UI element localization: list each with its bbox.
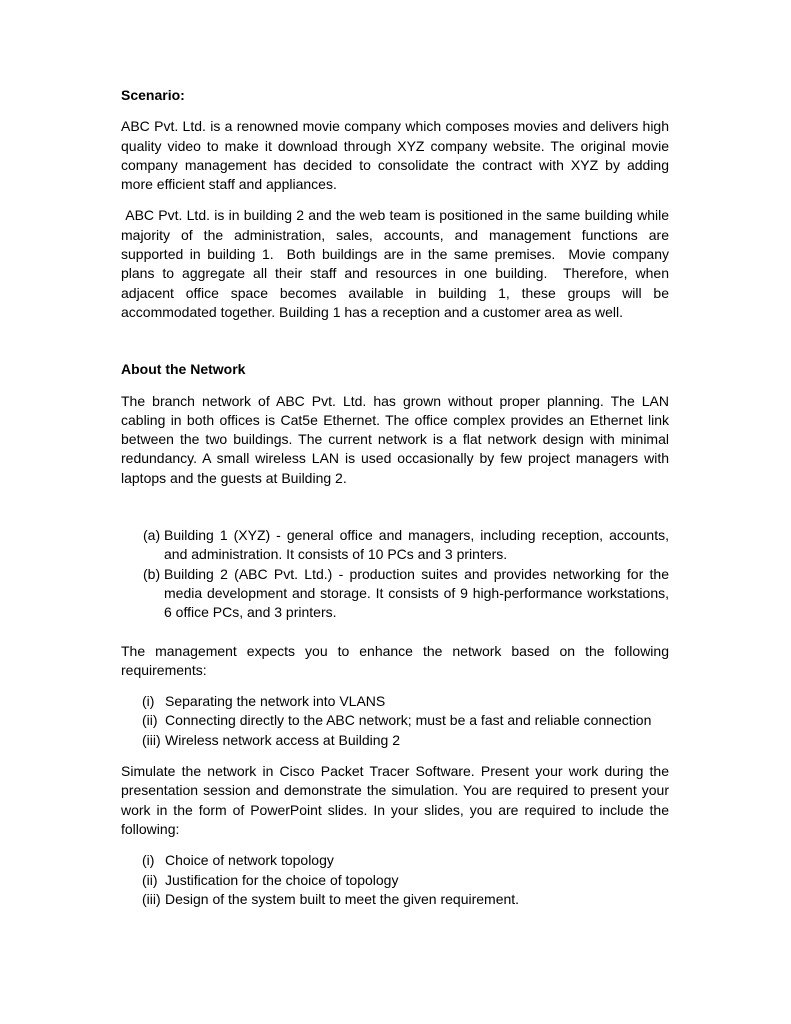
list-item: [121, 565, 669, 623]
list-item: [121, 851, 669, 870]
list-marker: (a): [143, 527, 161, 544]
list-item-text: Choice of network topology: [165, 852, 334, 869]
buildings-list: [121, 526, 669, 622]
requirements-list: [121, 692, 669, 750]
list-item: [121, 890, 669, 909]
list-marker: (iii): [142, 890, 161, 907]
scenario-paragraph-2: ABC Pvt. Ltd. is in building 2 and the web team is positioned in the same building while majority of the administration, sales, accounts, and management functions are supported in building 1. Both buildings are in the same premises. Movie company plans to aggregate all their staff and resources in one building. Therefore, when adjacent office space becomes available in building 1, these groups will be accommodated together. Building 1 has a reception and a customer area as well.: [121, 207, 673, 320]
list-item: [121, 731, 669, 750]
scenario-heading: Scenario:: [121, 87, 185, 103]
network-paragraph: The branch network of ABC Pvt. Ltd. has grown without proper planning. The LAN cabling in both offices is Cat5e Ethernet. The office complex provides an Ethernet link between the two buildings. The current network is a flat network design with minimal redundancy. A small wireless LAN is used occasionally by few project managers with laptops and the guests at Building 2.: [121, 392, 669, 486]
list-item-text: Building 1 (XYZ) - general office and managers, including reception, accounts, and administration. It consists of 10 PCs and 3 printers.: [164, 527, 669, 563]
list-marker: (i): [142, 852, 155, 869]
list-marker: (iii): [142, 731, 161, 748]
list-marker: (b): [143, 565, 161, 582]
list-marker: (ii): [142, 712, 158, 729]
list-item-text: Justification for the choice of topology: [165, 871, 399, 888]
list-item-text: Design of the system built to meet the given requirement.: [165, 890, 520, 907]
document-page: [121, 86, 673, 909]
task-paragraph: Simulate the network in Cisco Packet Tracer Software. Present your work during the presentation session and demonstrate the simulation. You are required to present your work in the form of PowerPoint slides. In your slides, you are required to include the following:: [121, 763, 669, 837]
deliverables-list: [121, 851, 669, 909]
list-item: [121, 871, 669, 890]
list-item: [121, 692, 669, 711]
scenario-paragraph-1: ABC Pvt. Ltd. is a renowned movie company which composes movies and delivers high quality video to make it download through XYZ company website. The original movie company management has decided to consolidate the contract with XYZ by adding more efficient staff and appliances.: [121, 118, 669, 193]
list-item: [121, 711, 669, 730]
list-item: [121, 526, 669, 565]
list-marker: (ii): [142, 871, 158, 888]
list-marker: (i): [142, 693, 155, 710]
network-heading: About the Network: [121, 361, 246, 378]
list-item-text: Wireless network access at Building 2: [165, 731, 400, 748]
list-item-text: Connecting directly to the ABC network; must be a fast and reliable connection: [165, 712, 652, 729]
list-item-text: Building 2 (ABC Pvt. Ltd.) - production suites and provides networking for the media development and storage. It consists of 9 high-performance workstations, 6 office PCs, and 3 printers.: [164, 565, 669, 621]
requirements-intro: The management expects you to enhance the network based on the following requirements:: [121, 642, 669, 678]
list-item-text: Separating the network into VLANS: [165, 693, 386, 710]
